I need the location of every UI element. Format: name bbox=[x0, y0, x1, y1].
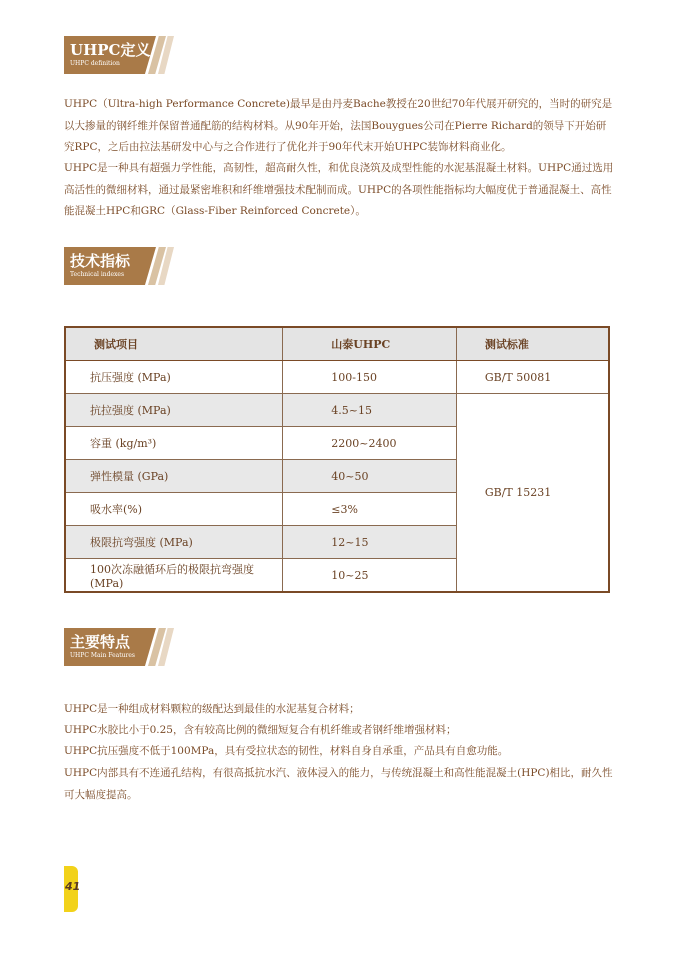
section-title: 主要特点 bbox=[70, 633, 131, 651]
feature-item-4: UHPC内部具有不连通孔结构，有很高抵抗水汽、液体浸入的能力，与传统混凝土和高性能混凝土(HPC)相比，耐久性可大幅度提高。 bbox=[64, 767, 613, 801]
cell-value: 10~25 bbox=[283, 559, 457, 593]
feature-item-1: UHPC是一种组成材料颗粒的级配达到最佳的水泥基复合材料； bbox=[64, 703, 360, 715]
section-subtitle: UHPC definition bbox=[70, 60, 120, 67]
header-standard: 测试标准 bbox=[456, 327, 609, 361]
definition-paragraph-2: UHPC是一种具有超强力学性能，高韧性，超高耐久性，和优良浇筑及成型性能的水泥基混凝土材料。UHPC通过选用高活性的微细材料，通过最紧密堆积和纤维增强技术配制而成。UHPC的各项性能指标均大幅度优于普通混凝土、高性能混凝土HPC和GRC（Glass-Fiber Reinforced Concrete）。 bbox=[64, 162, 614, 217]
section-title: 技术指标 bbox=[70, 252, 131, 270]
section-title: UHPC定义 bbox=[70, 41, 151, 59]
spec-table bbox=[64, 326, 610, 593]
feature-item-2: UHPC水胶比小于0.25，含有较高比例的微细短复合有机纤维或者钢纤维增强材料； bbox=[64, 724, 457, 736]
cell-value: 100-150 bbox=[283, 361, 457, 394]
cell-item: 吸水率(%) bbox=[65, 493, 283, 526]
section-header-features bbox=[64, 628, 174, 666]
cell-value: 12~15 bbox=[283, 526, 457, 559]
header-test-item: 测试项目 bbox=[65, 327, 283, 361]
cell-item: 抗拉强度 (MPa) bbox=[65, 394, 283, 427]
cell-value: 4.5~15 bbox=[283, 394, 457, 427]
section-header-definition bbox=[64, 36, 174, 74]
cell-item: 弹性模量 (GPa) bbox=[65, 460, 283, 493]
cell-value: ≤3% bbox=[283, 493, 457, 526]
cell-item: 100次冻融循环后的极限抗弯强度 (MPa) bbox=[65, 559, 283, 593]
cell-item: 极限抗弯强度 (MPa) bbox=[65, 526, 283, 559]
cell-value: 40~50 bbox=[283, 460, 457, 493]
page-number: 41 bbox=[65, 880, 81, 893]
table-row bbox=[65, 394, 609, 427]
feature-item-3: UHPC抗压强度不低于100MPa，具有受拉状态的韧性，材料自身自承重，产品具有自愈功能。 bbox=[64, 745, 509, 757]
header-uhpc: 山泰UHPC bbox=[283, 327, 457, 361]
definition-paragraph-1: UHPC（Ultra-high Performance Concrete)最早是由丹麦Bache教授在20世纪70年代展开研究的，当时的研究是以大掺量的钢纤维并保留普通配筋的结构材料。从90年开始，法国Bouygues公司在Pierre Richard的领导下开始研究RPC，之后由拉法基研发中心与之合作进行了优化并于90年代末开始UHPC装饰材料商业化。 bbox=[64, 98, 613, 153]
page-number-tab bbox=[64, 866, 81, 912]
table-header-row bbox=[65, 327, 609, 361]
cell-standard: GB/T 50081 bbox=[456, 361, 609, 394]
table-row bbox=[65, 361, 609, 394]
cell-item: 抗压强度 (MPa) bbox=[65, 361, 283, 394]
section-header-technical bbox=[64, 247, 174, 285]
cell-value: 2200~2400 bbox=[283, 427, 457, 460]
section-subtitle: UHPC Main Features bbox=[70, 652, 135, 659]
section-subtitle: Technical indexes bbox=[70, 271, 125, 278]
cell-standard-merged: GB/T 15231 bbox=[456, 394, 609, 593]
cell-item: 容重 (kg/m³) bbox=[65, 427, 283, 460]
